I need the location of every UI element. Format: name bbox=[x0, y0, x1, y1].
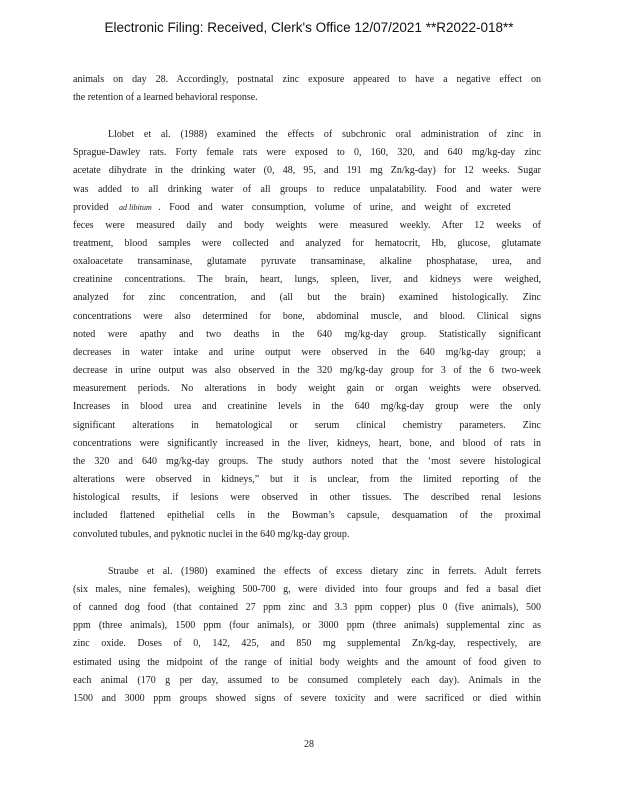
italic-term: ad libitum bbox=[119, 203, 152, 212]
body-line: Sprague-Dawley rats. Forty female rats were exposed to 0, 160, 320, and 640 mg/kg-day zinc bbox=[73, 147, 541, 158]
body-line: significant alterations in hematological or serum clinical chemistry parameters. Zinc bbox=[73, 420, 541, 431]
body-line: 1500 and 3000 ppm groups showed signs of severe toxicity and were sacrificed or died within bbox=[73, 693, 541, 704]
body-line: (six males, nine females), weighing 500-700 g, were divided into four groups and fed a basal diet bbox=[73, 584, 541, 595]
body-line: of canned dog food (that contained 27 ppm zinc and 3.3 ppm copper) plus 0 (five animals), 500 bbox=[73, 602, 541, 613]
body-line: ppm (three animals), 1500 ppm (four animals), or 3000 ppm (three animals) supplemental zinc as bbox=[73, 620, 541, 631]
line-text: provided bbox=[73, 202, 109, 213]
body-line: histological results, if lesions were observed in other tissues. The described renal lesions bbox=[73, 492, 541, 503]
body-line: noted were apathy and two deaths in the 640 mg/kg-day group. Statistically significant bbox=[73, 329, 541, 340]
page-number: 28 bbox=[304, 739, 314, 750]
body-line: analyzed for zinc concentration, and (all but the brain) examined histologically. Zinc bbox=[73, 292, 541, 303]
body-line: was added to all drinking water of all groups to reduce unpalatability. Food and water were bbox=[73, 184, 541, 195]
body-line: each animal (170 g per day, assumed to be consumed completely each day). Animals in the bbox=[73, 675, 541, 686]
body-line: decrease in urine output was also observed in the 320 mg/kg-day group for 3 of the 6 two-week bbox=[73, 365, 541, 376]
filing-header: Electronic Filing: Received, Clerk's Office 12/07/2021 **R2022-018** bbox=[104, 20, 514, 35]
body-line: animals on day 28. Accordingly, postnatal zinc exposure appeared to have a negative effect on bbox=[73, 74, 541, 85]
body-line: treatment, blood samples were collected and analyzed for hematocrit, Hb, glucose, glutamate bbox=[73, 238, 541, 249]
body-line: decreases in water intake and urine output were observed in the 640 mg/kg-day group; a bbox=[73, 347, 541, 358]
body-line: convoluted tubules, and pyknotic nuclei in the 640 mg/kg-day group. bbox=[73, 529, 350, 540]
body-line: Straube et al. (1980) examined the effects of excess dietary zinc in ferrets. Adult ferrets bbox=[108, 566, 541, 577]
body-line: Llobet et al. (1988) examined the effects of subchronic oral administration of zinc in bbox=[108, 129, 541, 140]
body-line: zinc oxide. Doses of 0, 142, 425, and 850 mg supplemental Zn/kg-day, respectively, are bbox=[73, 638, 541, 649]
body-line bbox=[73, 202, 541, 214]
body-line: measurement periods. No alterations in body weight gain or organ weights were observed. bbox=[73, 383, 541, 394]
body-line: concentrations were also determined for bone, abdominal muscle, and blood. Clinical signs bbox=[73, 311, 541, 322]
body-line: concentrations were significantly increased in the liver, kidneys, heart, bone, and blood of rats in bbox=[73, 438, 541, 449]
body-line: included flattened epithelial cells in the Bowman’s capsule, desquamation of the proximal bbox=[73, 510, 541, 521]
body-line: oxaloacetate transaminase, glutamate pyruvate transaminase, alkaline phosphatase, urea, and bbox=[73, 256, 541, 267]
body-line: feces were measured daily and body weights were measured weekly. After 12 weeks of bbox=[73, 220, 541, 231]
line-text: . Food and water consumption, volume of urine, and weight of excreted bbox=[158, 202, 511, 213]
body-line: alterations were observed in kidneys,” but it is unclear, from the limited reporting of the bbox=[73, 474, 541, 485]
body-line: creatinine concentrations. The brain, heart, lungs, spleen, liver, and kidneys were weighed, bbox=[73, 274, 541, 285]
body-line: the retention of a learned behavioral response. bbox=[73, 92, 258, 103]
body-line: Increases in blood urea and creatinine levels in the 640 mg/kg-day group were the only bbox=[73, 401, 541, 412]
body-line: the 320 and 640 mg/kg-day groups. The study authors noted that the ‘most severe histological bbox=[73, 456, 541, 467]
body-line: acetate dihydrate in the drinking water (0, 48, 95, and 191 mg Zn/kg-day) for 12 weeks. Sugar bbox=[73, 165, 541, 176]
body-line: estimated using the midpoint of the range of initial body weights and the amount of food given to bbox=[73, 657, 541, 668]
